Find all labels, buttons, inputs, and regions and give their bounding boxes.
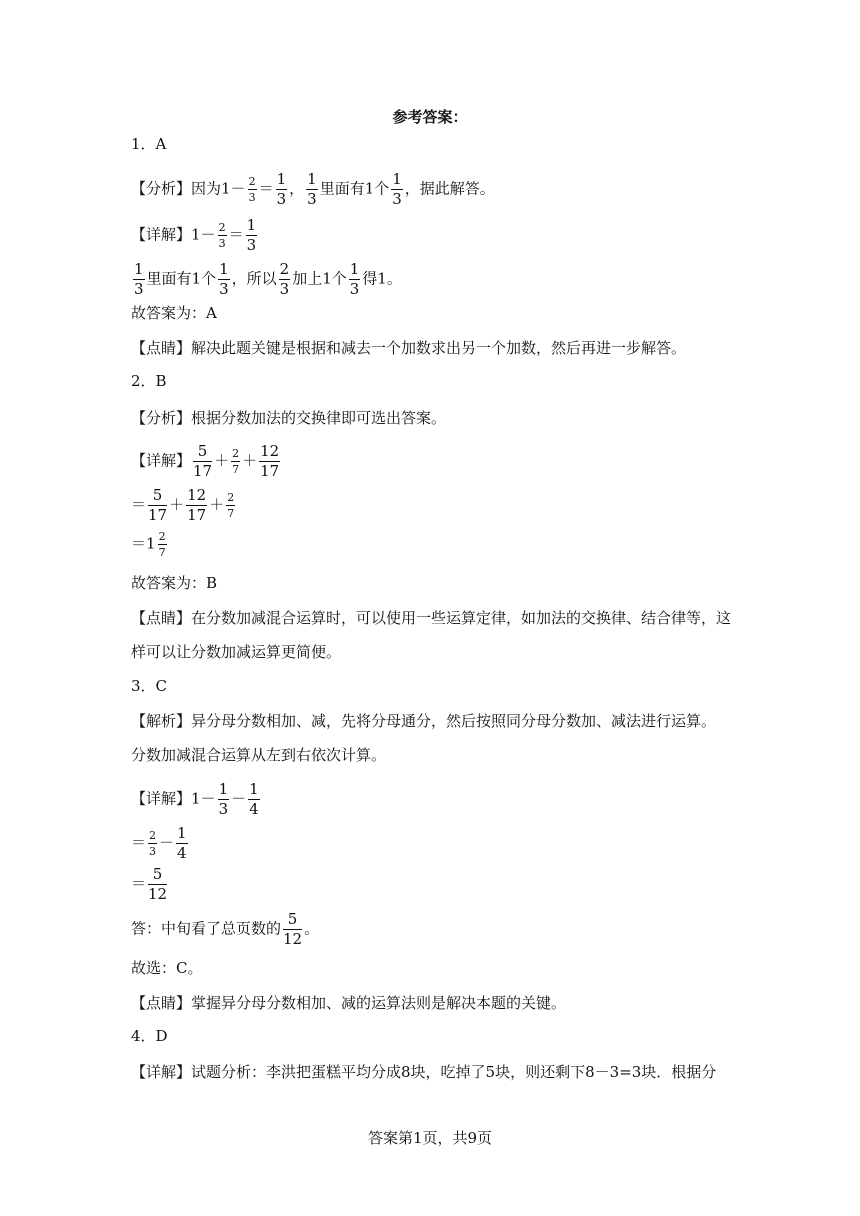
fraction: $\frac{1}{3}$ <box>134 260 144 298</box>
fraction: $\frac{2}{3}$ <box>218 221 226 250</box>
q3-heading: 3．C <box>131 677 168 695</box>
fraction: $\frac{5}{17}$ <box>148 486 168 524</box>
fraction: $\frac{1}{3}$ <box>218 780 229 818</box>
fraction: $\frac{1}{3}$ <box>307 170 317 208</box>
q2-note: 【点睛】在分数加减混合运算时，可以使用一些运算定律，如加法的交换律、结合律等，这 <box>131 609 732 627</box>
fraction: $\frac{5}{12}$ <box>148 865 168 903</box>
fraction: $\frac{5}{17}$ <box>193 442 213 480</box>
fraction: $\frac{2}{7}$ <box>232 447 240 476</box>
fraction: $\frac{2}{3}$ <box>149 829 157 858</box>
q3-step3: ＝ $\frac{5}{12}$ <box>131 865 168 903</box>
q1-heading: 1．A <box>131 135 167 153</box>
q3-analysis: 【解析】异分母分数相加、减，先将分母通分，然后按照同分母分数加、减法进行运算。 <box>131 712 717 730</box>
fraction: $\frac{1}{3}$ <box>392 170 402 208</box>
fraction: $\frac{1}{4}$ <box>249 780 259 818</box>
fraction: $\frac{1}{3}$ <box>276 170 287 208</box>
fraction: $\frac{2}{3}$ <box>279 260 290 298</box>
q1-analysis: 【分析】因为1－ $\frac{2}{3}$ ＝ $\frac{1}{3}$ ， $\frac{1}{3}$ 里面有1个 $\frac{1}{3}$ ，据此解答。 <box>131 170 495 208</box>
fraction: $\frac{5}{12}$ <box>283 910 303 948</box>
q1-detail-line2: $\frac{1}{3}$ 里面有1个 $\frac{1}{3}$ ，所以 $\frac{2}{3}$ 加上1个 $\frac{1}{3}$ 得1。 <box>134 260 402 298</box>
q1-detail: 【详解】1－ $\frac{2}{3}$ ＝ $\frac{1}{3}$ <box>131 216 257 254</box>
fraction: $\frac{12}{17}$ <box>260 442 280 480</box>
q2-detail: 【详解】 $\frac{5}{17}$ ＋ $\frac{2}{7}$ ＋ $\frac{12}{17}$ <box>131 442 280 480</box>
fraction: $\frac{1}{3}$ <box>349 260 360 298</box>
q4-detail: 【详解】试题分析：李洪把蛋糕平均分成8块，吃掉了5块，则还剩下8－3=3块．根据分 <box>131 1063 717 1081</box>
fraction: $\frac{1}{3}$ <box>246 216 257 254</box>
fraction: $\frac{2}{3}$ <box>248 175 256 204</box>
fraction: $\frac{1}{3}$ <box>219 260 229 298</box>
q2-step3: ＝1 $\frac{2}{7}$ <box>131 530 166 559</box>
fraction: $\frac{12}{17}$ <box>187 486 207 524</box>
q1-answer: 故答案为：A <box>131 304 217 322</box>
q3-analysis-line2: 分数加减混合运算从左到右依次计算。 <box>131 746 387 764</box>
q3-reply: 答：中旬看了总页数的 $\frac{5}{12}$ 。 <box>131 910 320 948</box>
q4-heading: 4．D <box>131 1027 168 1045</box>
q2-analysis: 【分析】根据分数加法的交换律即可选出答案。 <box>131 409 447 427</box>
q2-note-line2: 样可以让分数加减运算更简便。 <box>131 643 342 661</box>
q2-step2: ＝ $\frac{5}{17}$ ＋ $\frac{12}{17}$ ＋ $\frac{2}{7}$ <box>131 486 235 524</box>
fraction: $\frac{2}{7}$ <box>158 530 166 559</box>
page-title: 参考答案： <box>392 108 468 126</box>
q2-heading: 2．B <box>131 372 167 390</box>
q2-answer: 故答案为：B <box>131 574 218 592</box>
q3-note: 【点睛】掌握异分母分数相加、减的运算法则是解决本题的关键。 <box>131 994 567 1012</box>
page-footer: 答案第1页，共9页 <box>367 1129 493 1147</box>
fraction: $\frac{1}{4}$ <box>177 824 187 862</box>
q3-step2: ＝ $\frac{2}{3}$ － $\frac{1}{4}$ <box>131 824 187 862</box>
q3-detail: 【详解】1－ $\frac{1}{3}$ － $\frac{1}{4}$ <box>131 780 259 818</box>
q3-answer: 故选：C。 <box>131 959 203 977</box>
q1-note: 【点睛】解决此题关键是根据和减去一个加数求出另一个加数，然后再进一步解答。 <box>131 339 687 357</box>
fraction: $\frac{2}{7}$ <box>227 491 235 520</box>
